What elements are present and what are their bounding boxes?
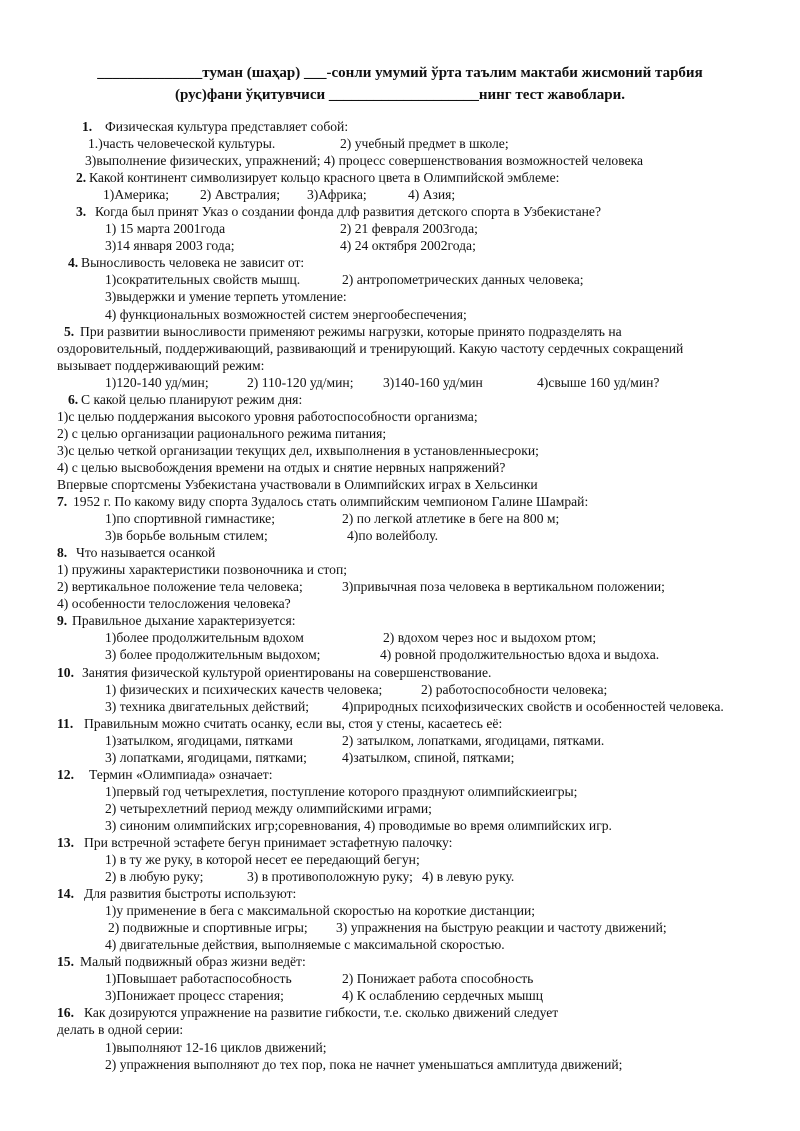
text-segment: 3)в борьбе вольным стилем;	[105, 528, 268, 544]
text-segment: 2) вдохом через нос и выдохом ртом;	[383, 630, 597, 646]
text-segment: 2) с целью организации рационального режима питания;	[57, 425, 387, 441]
text-line	[0, 220, 800, 237]
question-number: 15.	[57, 954, 74, 970]
text-segment: 4) К ослаблению сердечных мышц	[342, 988, 544, 1004]
text-segment: 2) упражнения выполняют до тех пор, пока не начнет уменьшаться амплитуда движений;	[105, 1056, 623, 1072]
text-segment: 3) техника двигательных действий;	[105, 698, 310, 714]
text-line	[0, 936, 800, 953]
text-segment: 4) функциональных возможностей систем энергообеспечения;	[105, 306, 467, 322]
question-number: 3.	[76, 204, 87, 220]
text-line	[0, 561, 800, 578]
text-line	[0, 578, 800, 595]
text-line	[0, 646, 800, 663]
text-segment: 3)с целью четкой организации текущих дел, ихвыполнения в установленныесроки;	[57, 442, 539, 458]
text-line	[0, 732, 800, 749]
question-number: 11.	[57, 715, 74, 731]
text-segment: 1.)часть человеческой культуры.	[88, 136, 276, 152]
text-segment: С какой целью планируют режим дня:	[81, 391, 303, 407]
text-line	[0, 186, 800, 203]
text-line	[0, 203, 800, 220]
text-segment: 4)свыше 160 уд/мин?	[537, 374, 660, 390]
text-segment: Какой континент символизирует кольцо красного цвета в Олимпийской эмблеме:	[89, 170, 560, 186]
text-segment: 3)выдержки и умение терпеть утомление:	[105, 289, 347, 305]
text-segment: 4) в левую руку.	[422, 869, 515, 885]
text-segment: 4)затылком, спиной, пятками;	[342, 749, 515, 765]
text-segment: Как дозируются упражнение на развитие гибкости, т.е. сколько движений следует	[84, 1005, 559, 1021]
text-segment: 3)140-160 уд/мин	[383, 374, 483, 390]
text-line	[0, 493, 800, 510]
text-line	[0, 629, 800, 646]
text-segment: Когда был принят Указ о создании фонда длф развития детского спорта в Узбекистане?	[95, 204, 601, 220]
text-segment: 1952 г. По какому виду спорта Зудалось стать олимпийским чемпионом Галине Шамрай:	[73, 494, 589, 510]
text-line	[0, 970, 800, 987]
question-number: 4.	[68, 255, 79, 271]
text-segment: 4) с целью высвобождения времени на отдых и снятие нервных напряжений?	[57, 459, 506, 475]
text-line	[0, 987, 800, 1004]
text-line	[0, 749, 800, 766]
text-segment: Малый подвижный образ жизни ведёт:	[80, 954, 306, 970]
text-segment: 3) синоним олимпийских игр;соревнования,	[105, 817, 361, 833]
text-segment: 3)привычная поза человека в вертикальном положении;	[342, 579, 665, 595]
text-line	[0, 1004, 800, 1021]
question-number: 16.	[57, 1005, 74, 1021]
text-segment: 4) проводимые во время олимпийских игр.	[364, 817, 612, 833]
text-line	[0, 135, 800, 152]
text-segment: делать в одной серии:	[57, 1022, 184, 1038]
question-number: 8.	[57, 545, 68, 561]
text-segment: 1)Америка;	[103, 187, 170, 203]
text-segment: Для развития быстроты используют:	[84, 886, 297, 902]
text-line	[0, 459, 800, 476]
text-segment: 1)по спортивной гимнастике;	[105, 511, 275, 527]
text-segment: Правильным можно считать осанку, если вы, стоя у стены, касаетесь её:	[84, 715, 503, 731]
text-segment: 3)выполнение физических, упражнений; 4) процесс совершенствования возможностей человека	[85, 153, 644, 169]
text-line	[0, 254, 800, 271]
text-segment: 2) в любую руку;	[105, 869, 204, 885]
question-number: 6.	[68, 391, 79, 407]
text-line	[0, 664, 800, 681]
text-segment: 2) учебный предмет в школе;	[340, 136, 509, 152]
text-segment: 1) 15 марта 2001года	[105, 221, 226, 237]
text-line	[0, 715, 800, 732]
text-line	[0, 476, 800, 493]
text-segment: 2) работоспособности человека;	[421, 681, 608, 697]
text-line	[0, 425, 800, 442]
text-line	[0, 698, 800, 715]
text-segment: 3) лопатками, ягодицами, пятками;	[105, 749, 307, 765]
text-segment: 1) в ту же руку, в которой несет ее передающий бегун;	[105, 852, 420, 868]
text-line	[0, 595, 800, 612]
question-number: 1.	[82, 119, 93, 134]
text-segment: Впервые спортсмены Узбекистана участвовали в Олимпийских играх в Хельсинки	[57, 476, 538, 492]
text-line	[0, 1039, 800, 1056]
text-segment: Что называется осанкой	[76, 545, 216, 561]
text-segment: 1)сократительных свойств мышц.	[105, 272, 301, 288]
text-segment: вызывает поддерживающий режим:	[57, 357, 265, 373]
text-line	[0, 1021, 800, 1038]
question-number: 10.	[57, 664, 74, 680]
text-segment: 3)Понижает процесс старения;	[105, 988, 284, 1004]
text-segment: 4) особенности телосложения человека?	[57, 596, 291, 612]
text-line	[0, 357, 800, 374]
text-line	[0, 237, 800, 254]
text-line	[0, 885, 800, 902]
text-segment: При встречной эстафете бегун принимает эстафетную палочку:	[84, 834, 453, 850]
question-number: 13.	[57, 834, 74, 850]
text-line	[0, 340, 800, 357]
text-segment: Занятия физической культурой ориентированы на совершенствование.	[82, 664, 492, 680]
text-segment: 4) ровной продолжительностью вдоха и выдоха.	[380, 647, 660, 663]
text-segment: 4) двигательные действия, выполняемые с максимальной скоростью.	[105, 937, 505, 953]
text-segment: 3)14 января 2003 года;	[105, 238, 235, 254]
text-segment: 3) упражнения на быструю реакции и частоту движений;	[336, 920, 667, 936]
text-line	[0, 527, 800, 544]
text-segment: 2) затылком, лопатками, ягодицами, пятками.	[342, 732, 605, 748]
text-segment: оздоровительный, поддерживающий, развивающий и тренирующий. Какую частоту сердечных сокращений	[57, 340, 684, 356]
text-line	[0, 953, 800, 970]
text-segment: 4)природных психофизических свойств и особенностей человека.	[342, 698, 724, 714]
text-segment: 2) 110-120 уд/мин;	[247, 374, 354, 390]
text-line	[0, 681, 800, 698]
text-segment: 2) вертикальное положение тела человека;	[57, 579, 303, 595]
text-line	[0, 612, 800, 629]
text-segment: 1)затылком, ягодицами, пятками	[105, 732, 293, 748]
text-line	[0, 544, 800, 561]
text-line	[0, 766, 800, 783]
text-segment: 1)более продолжительным вдохом	[105, 630, 304, 646]
text-segment: 4)по волейболу.	[347, 528, 438, 544]
text-segment: 2) Понижает работа способность	[342, 971, 534, 987]
text-line	[0, 408, 800, 425]
question-number: 14.	[57, 886, 74, 902]
text-segment: 1)первый год четырехлетия, поступление которого празднуют олимпийскиеигры;	[105, 783, 578, 799]
text-line	[0, 306, 800, 323]
text-segment: 3) в противоположную руку;	[247, 869, 413, 885]
text-segment: 2) Австралия;	[200, 187, 281, 203]
text-line	[0, 868, 800, 885]
text-segment: 1)Повышает работаспособность	[105, 971, 292, 987]
text-line	[0, 118, 800, 135]
text-segment: 2) 21 февраля 2003года;	[340, 221, 478, 237]
text-segment: 1)с целью поддержания высокого уровня работоспособности организма;	[57, 408, 478, 424]
text-segment: Правильное дыхание характеризуется:	[72, 613, 296, 629]
text-line	[0, 834, 800, 851]
question-list	[0, 118, 800, 1073]
text-segment: Выносливость человека не зависит от:	[81, 255, 305, 271]
text-segment: 2) антропометрических данных человека;	[342, 272, 584, 288]
text-line	[0, 323, 800, 340]
text-segment: 1)выполняют 12-16 циклов движений;	[105, 1039, 327, 1055]
text-segment: Термин «Олимпиада» означает:	[89, 766, 273, 782]
text-segment: 4) Азия;	[408, 187, 456, 203]
text-line	[0, 391, 800, 408]
question-number: 12.	[57, 766, 74, 782]
text-line	[0, 374, 800, 391]
text-segment: 1)у применение в бега с максимальной скоростью на короткие дистанции;	[105, 903, 536, 919]
text-segment: 2) подвижные и спортивные игры;	[108, 920, 308, 936]
text-segment: При развитии выносливости применяют режимы нагрузки, которые принято подразделять на	[80, 323, 622, 339]
question-number: 9.	[57, 613, 68, 629]
text-line	[0, 1056, 800, 1073]
text-line	[0, 919, 800, 936]
text-line	[0, 783, 800, 800]
text-segment: 4) 24 октября 2002года;	[340, 238, 476, 254]
text-line	[0, 152, 800, 169]
text-segment: 1) пружины характеристики позвоночника и стоп;	[57, 562, 348, 578]
document-header	[0, 62, 800, 106]
text-segment: 1) физических и психических качеств человека;	[105, 681, 383, 697]
question-number: 2.	[76, 170, 87, 186]
text-line	[0, 902, 800, 919]
text-line	[0, 510, 800, 527]
text-line	[0, 800, 800, 817]
text-segment: 3) более продолжительным выдохом;	[105, 647, 321, 663]
text-segment: 2) по легкой атлетике в беге на 800 м;	[342, 511, 560, 527]
text-line	[0, 851, 800, 868]
text-line	[0, 288, 800, 305]
text-line	[0, 442, 800, 459]
text-segment: 1)120-140 уд/мин;	[105, 374, 209, 390]
text-segment: Физическая культура представляет собой:	[105, 119, 349, 134]
text-segment: 3)Африка;	[307, 187, 367, 203]
question-number: 7.	[57, 494, 68, 510]
text-line	[0, 271, 800, 288]
header-line-1: ______________туман (шаҳар) ___-сонли умумий ўрта таълим мактаби жисмоний тарбия	[97, 65, 703, 81]
text-line	[0, 817, 800, 834]
question-number: 5.	[64, 323, 75, 339]
header-line-2: (рус)фани ўқитувчиси ____________________нинг тест жавоблари.	[174, 87, 625, 103]
text-segment: 2) четырехлетний период между олимпийскими играми;	[105, 800, 432, 816]
text-line	[0, 169, 800, 186]
